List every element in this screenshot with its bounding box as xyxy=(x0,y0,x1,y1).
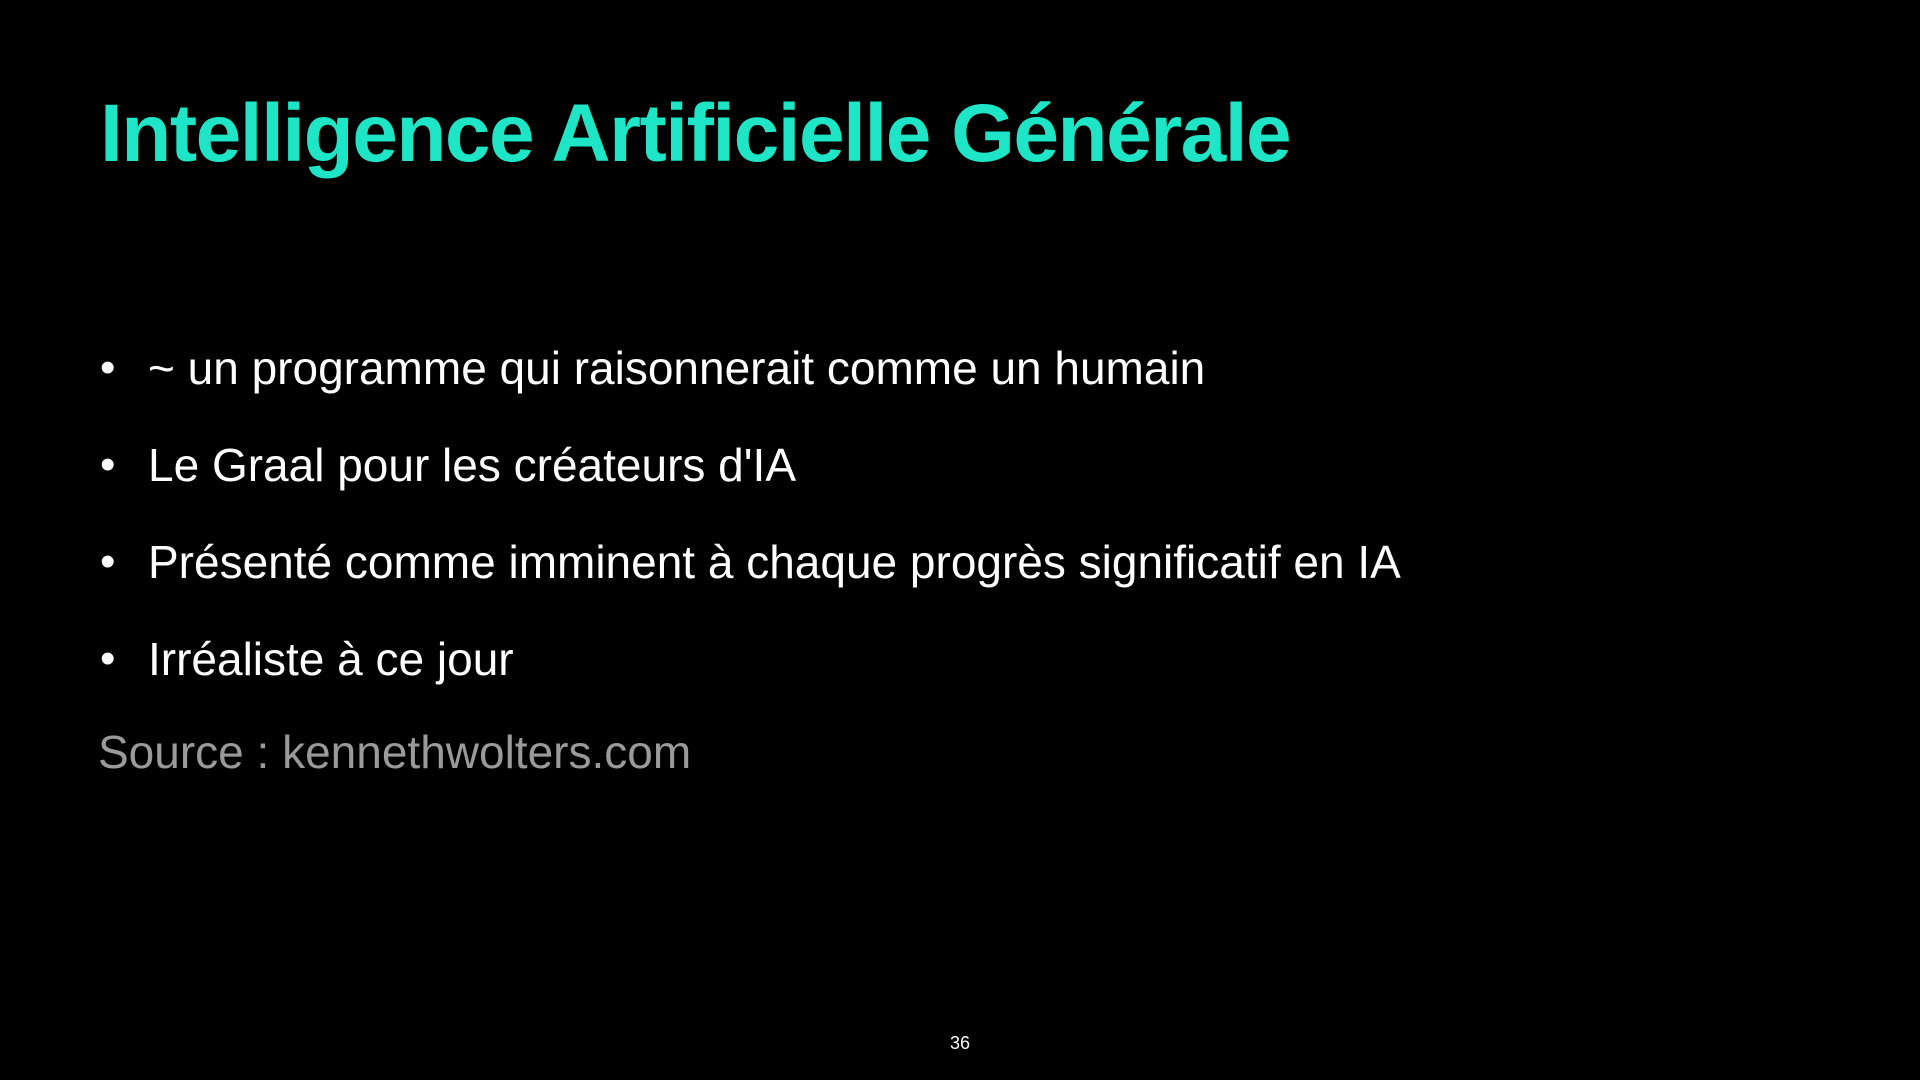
bullet-item xyxy=(100,530,1401,627)
bullet-text: ~ un programme qui raisonnerait comme un humain xyxy=(148,342,1206,394)
source-citation: Source : kennethwolters.com xyxy=(98,726,692,778)
bullet-item xyxy=(100,433,1401,530)
bullet-icon: • xyxy=(100,343,116,392)
bullet-text: Présenté comme imminent à chaque progrès significatif en IA xyxy=(148,536,1401,588)
bullet-item xyxy=(100,336,1401,433)
bullet-text: Irréaliste à ce jour xyxy=(148,633,514,685)
bullet-icon: • xyxy=(100,537,116,586)
page-number: 36 xyxy=(949,1033,971,1053)
bullet-icon: • xyxy=(100,440,116,489)
bullet-text: Le Graal pour les créateurs d'IA xyxy=(148,439,796,491)
slide-title: Intelligence Artificielle Générale xyxy=(100,88,1291,179)
bullet-icon: • xyxy=(100,634,116,683)
bullet-item xyxy=(100,627,1401,724)
bullet-list xyxy=(100,336,1401,724)
